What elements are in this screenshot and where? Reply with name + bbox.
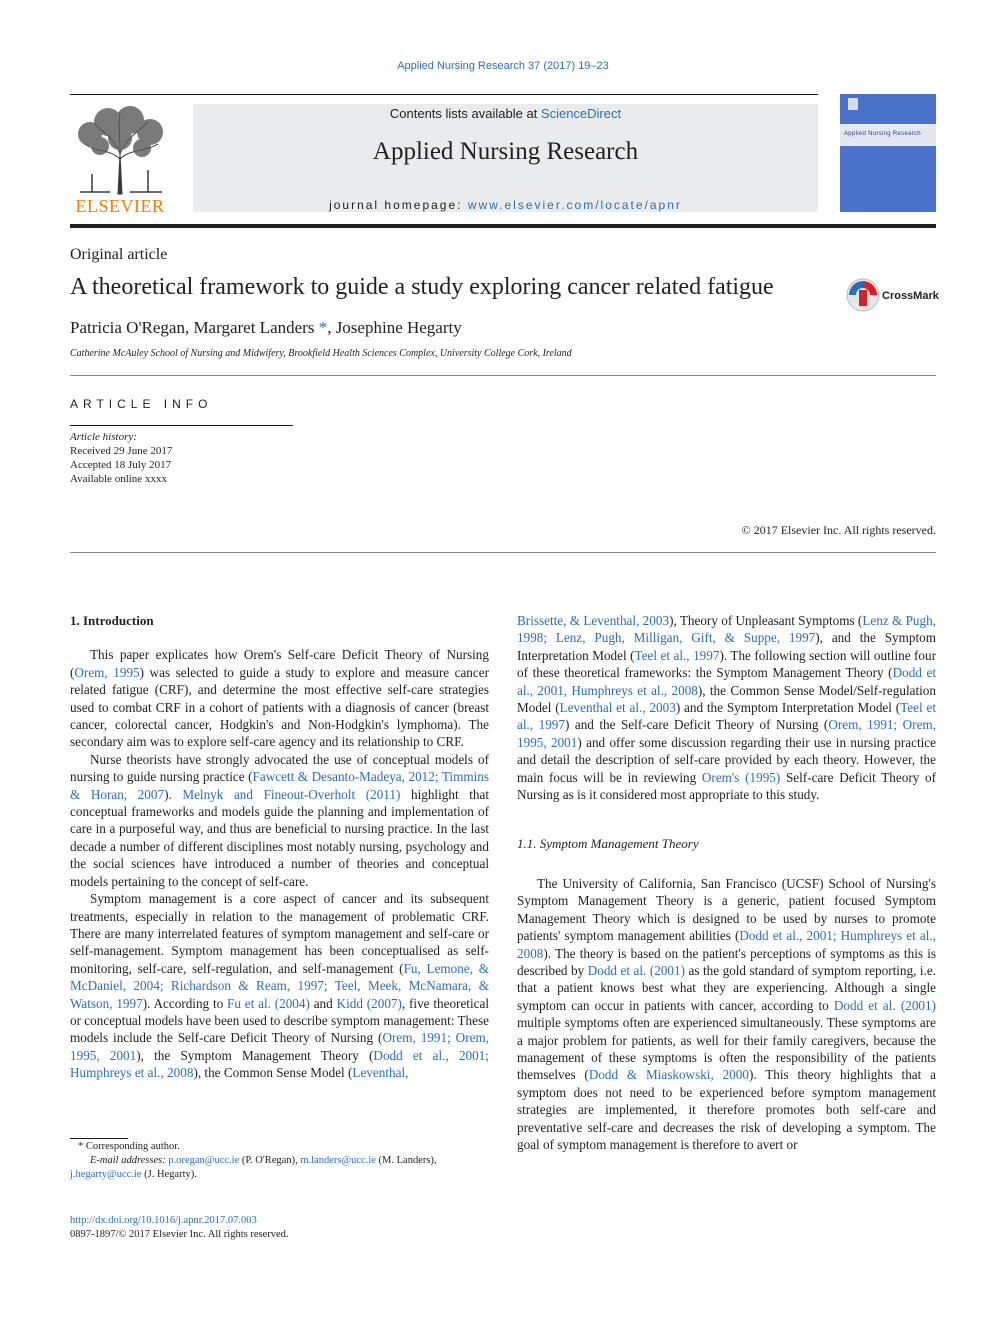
received-date: Received 29 June 2017 (70, 445, 173, 457)
article-type: Original article (70, 246, 168, 263)
text-run: ), the Common Sense Model/Self-regulation Model ( (517, 682, 936, 716)
text-run: ), Theory of Unpleasant Symptoms ( (669, 613, 863, 628)
text-run: ) and offer some discussion regarding their use in nursing practice and detail the description of self-care provided by each theory. However, the main focus will be in reviewing (517, 734, 936, 785)
journal-citation[interactable]: Applied Nursing Research 37 (2017) 19–23 (397, 60, 609, 72)
citation-link[interactable]: Dodd et al., 2001; Humphreys et al., 2008 (517, 928, 936, 961)
footnote-mark: * (78, 1141, 84, 1152)
text-run: This paper explicates how Orem's Self-care Deficit Theory of Nursing ( (70, 647, 489, 680)
paragraph (517, 612, 936, 803)
citation-link[interactable]: Orem, 1995 (74, 664, 140, 680)
citation-link[interactable]: Dodd et al. (2001) (587, 962, 685, 978)
paragraph (70, 751, 489, 890)
article-info-heading: ARTICLE INFO (70, 397, 213, 411)
email-link[interactable]: p.oregan@ucc.ie (168, 1155, 240, 1166)
symptom-management-heading: 1.1. Symptom Management Theory (517, 836, 699, 852)
text-run: ), the Common Sense Model ( (193, 1065, 353, 1081)
text-run: ), the Symptom Management Theory ( (136, 1047, 374, 1063)
paragraph (517, 875, 936, 1154)
citation-link[interactable]: Fu et al. (2004) (227, 995, 310, 1011)
cover-title: Applied Nursing Research (844, 131, 921, 137)
crossmark-label[interactable]: CrossMark (882, 290, 939, 302)
citation-link[interactable]: Dodd & Miaskowski, 2000 (588, 1067, 749, 1083)
corresponding-footnote (70, 1140, 490, 1182)
title-divider (70, 375, 936, 376)
citation-link[interactable]: Fu, Lemone, & McDaniel, 2004; Richardson & Ream, 1997; Teel, Meek, McNamara, & Watson, 1997 (70, 960, 489, 1011)
text-run: ). The following section will outline four of these theoretical frameworks: the Symptom Management Theory ( (517, 647, 936, 681)
header-top-rule (70, 94, 818, 95)
citation-link[interactable]: Leventhal, (352, 1065, 409, 1081)
text-run: ). (164, 786, 183, 802)
text-run: highlight that conceptual frameworks and models guide the planning and implementation of care in a purposeful way, and thus are beneficial to nursing practice. In the last decade a number of different disciplines most notably nursing, psychology and the social sciences have introduced a number of theories and conceptual models pertaining to the concept of self-care. (70, 786, 489, 889)
contents-prefix: Contents lists available at (389, 106, 541, 121)
text-run: Nurse theorists have strongly advocated the use of conceptual models of nursing to guide nursing practice ( (70, 751, 489, 785)
citation-link[interactable]: Dodd et al. (2001) (833, 997, 936, 1013)
introduction-heading: 1. Introduction (70, 613, 154, 628)
citation-link[interactable]: Dodd et al., 2001; Humphreys et al., 2008 (70, 1047, 489, 1081)
citation-link[interactable]: Orem, 1991; Orem, 1995, 2001 (517, 717, 936, 750)
text-run: ) and the Symptom Interpretation Model ( (675, 700, 901, 716)
abstract-divider (70, 552, 936, 553)
affiliation: Catherine McAuley School of Nursing and Midwifery, Brookfield Health Sciences Complex, University College Cork, Ireland (70, 348, 572, 359)
email-link[interactable]: j.hegarty@ucc.ie (70, 1169, 142, 1180)
citation-link[interactable]: Orem's (1995) (701, 769, 781, 785)
text-run: ), and the Symptom Interpretation Model ( (517, 630, 936, 663)
email-owner: (M. Landers), (375, 1155, 437, 1166)
text-run: ). This theory highlights that a symptom does not need to be experienced before symptom management strategies are implemented, it therefore promotes both self-care and preventative self-care and decreases the risk of developing a symptom. The goal of symptom management is therefore to avert or (517, 1067, 936, 1152)
doi-block (70, 1214, 289, 1242)
paragraph (70, 646, 489, 750)
paragraph (70, 890, 489, 1081)
authors-tail: , Josephine Hegarty (327, 318, 462, 337)
corresponding-author-mark[interactable]: * (318, 318, 328, 337)
contents-line (193, 106, 818, 121)
article-info-rule (70, 425, 293, 426)
text-run: ). The theory is based on the patient's perceptions of symptoms as this is described by (517, 945, 936, 978)
citation-link[interactable]: Leventhal et al., 2003 (559, 700, 676, 716)
sciencedirect-link[interactable]: ScienceDirect (540, 106, 622, 121)
footnote-rule (70, 1138, 128, 1139)
history-label: Article history: (70, 431, 137, 443)
online-date: Available online xxxx (70, 473, 167, 485)
text-run: as the gold standard of symptom reporting, i.e. that a patient knows best what they are experiencing. Although a single symptom can occur in patients with cancer, according to (517, 962, 937, 1013)
citation-link[interactable]: Dodd et al., 2001, Humphreys et al., 2008 (517, 665, 937, 698)
text-run: ) was selected to guide a study to explore and measure cancer related fatigue (CRF), and determine the most effective self-care strategies used to combat CRF in a cohort of patients with a diagnosis of cancer (breast cancer, colorectal cancer, Hodgkin's and Non-Hodgkin's lymphoma). The secondary aim was to explore self-care agency and its relationship to CRF. (70, 664, 489, 750)
text-run: , five theoretical or conceptual models have been used to describe symptom management: These models include the Self-care Deficit Theory of Nursing ( (70, 995, 489, 1046)
author-list (70, 318, 462, 338)
corresponding-label: Corresponding author. (85, 1141, 180, 1152)
issn-line: 0897-1897/© 2017 Elsevier Inc. All rights reserved. (70, 1229, 289, 1240)
email-label: E-mail addresses: (90, 1155, 166, 1166)
doi-link[interactable]: http://dx.doi.org/10.1016/j.apnr.2017.07.003 (70, 1215, 257, 1226)
authors-names: Patricia O'Regan, Margaret Landers (70, 318, 319, 337)
header-bottom-rule (70, 224, 936, 228)
citation-link[interactable]: Teel et al., 1997 (517, 700, 936, 733)
journal-homepage (193, 198, 818, 212)
publisher-wordmark: ELSEVIER (75, 196, 165, 216)
text-run: ) and the Self-care Deficit Theory of Nursing ( (564, 717, 829, 733)
accepted-date: Accepted 18 July 2017 (70, 459, 172, 471)
text-run: multiple symptoms often are experienced simultaneously. These symptoms are a major problem for patients, as well for their family caregivers, because the management of these symptoms is often the responsibility of the patients themselves ( (517, 1015, 936, 1083)
email-owner: (P. O'Regan), (239, 1155, 301, 1166)
citation-link[interactable]: Kidd (2007) (336, 995, 402, 1011)
article-title: A theoretical framework to guide a study exploring cancer related fatigue (70, 274, 774, 300)
citation-link[interactable]: Orem, 1991; Orem, 1995, 2001 (70, 1030, 489, 1063)
citation-link[interactable]: Teel et al., 1997 (634, 647, 720, 663)
text-run: Self-care Deficit Theory of Nursing as is it considered most appropriate to this study. (517, 769, 936, 803)
citation-link[interactable]: Brissette, & Leventhal, 2003 (517, 613, 670, 628)
left-column (70, 612, 489, 1082)
text-run: The University of California, San Francisco (UCSF) School of Nursing's Symptom Management Theory is a generic, patient focused Symptom Management Theory which is designed to be used by nurses to promote patients' symptom management abilities ( (517, 875, 936, 944)
email-owner: (J. Hegarty). (141, 1169, 197, 1180)
homepage-prefix: journal homepage: (329, 198, 468, 212)
text-run: ). According to (142, 995, 228, 1011)
citation-link[interactable]: Lenz & Pugh, 1998; Lenz, Pugh, Milligan, Gift, & Suppe, 1997 (517, 613, 936, 646)
text-run: Symptom management is a core aspect of cancer and its subsequent treatments, especially in relation to the management of problematic CRF. There are many interrelated features of symptom management and self-care or self-management. Symptom management has been conceptualised as self-monitoring, self-care, self-regulation, and self-management ( (70, 891, 489, 976)
right-column (517, 612, 936, 1153)
email-link[interactable]: m.landers@ucc.ie (300, 1155, 376, 1166)
article-history (70, 430, 172, 486)
crossmark-icon[interactable] (846, 278, 880, 317)
cover-emblem-icon (848, 98, 858, 110)
copyright-notice: © 2017 Elsevier Inc. All rights reserved. (741, 523, 936, 537)
journal-cover-thumbnail[interactable] (840, 94, 936, 212)
text-run: and (309, 995, 337, 1011)
citation-link[interactable]: Melnyk and Fineout-Overholt (2011) (182, 786, 401, 802)
homepage-link[interactable]: www.elsevier.com/locate/apnr (467, 198, 682, 212)
citation-link[interactable]: Fawcett & Desanto-Madeya, 2012; Timmins & Horan, 2007 (70, 769, 489, 802)
journal-name: Applied Nursing Research (372, 138, 639, 165)
